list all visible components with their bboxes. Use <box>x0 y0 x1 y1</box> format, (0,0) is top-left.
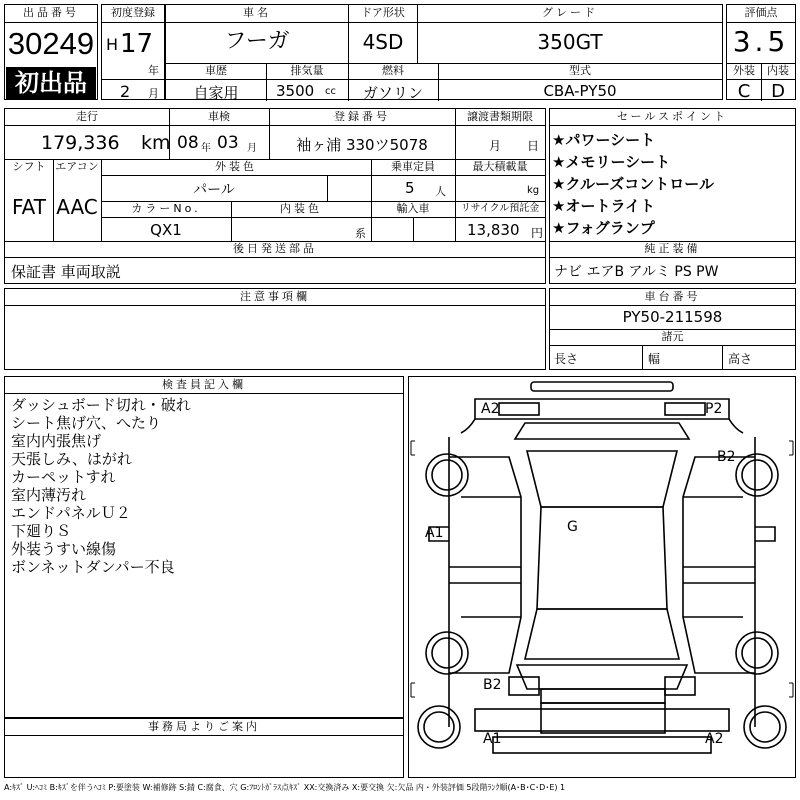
recycle-value: 13,830 <box>467 221 520 239</box>
score-label: 評価点 <box>744 6 778 19</box>
selling-points-block <box>549 108 796 284</box>
selling-points-label: セールスポイント <box>616 110 728 123</box>
mileage-value: 179,336 <box>41 132 120 154</box>
model-label: 型式 <box>569 64 591 77</box>
selling-point-item: ★クルーズコントロール <box>552 175 714 193</box>
score-value: 3.5 <box>732 25 790 58</box>
grade-label: グレード <box>542 6 598 19</box>
length-label: 長さ <box>554 352 579 366</box>
interior-color-label: 内装色 <box>280 202 322 215</box>
interior-color-suffix: 系 <box>355 227 366 240</box>
inspection-year: 08 <box>177 133 199 153</box>
inspector-note: ダッシュボード切れ・破れ <box>11 396 191 414</box>
mileage-unit: km <box>141 132 171 154</box>
lot-label: 出品番号 <box>23 6 79 19</box>
displacement-unit: cc <box>325 86 336 97</box>
inspector-note: 天張しみ、はがれ <box>11 450 132 468</box>
width-label: 幅 <box>648 352 661 366</box>
damage-legend: A:ｷｽﾞ U:ﾍｺﾐ B:ｷｽﾞを伴うﾍｺﾐ P:要塗装 W:補修跡 S:錆 C:腐食、穴 G:ﾌﾛﾝﾄｶﾞﾗｽ点ｷｽﾞ XX:交換済み X:要交換 欠:欠品 内・外装評価 5段階ﾗﾝｸ順(A･B･C･D･E) 1 <box>4 783 566 792</box>
office-block <box>4 718 404 778</box>
interior-label: 内装 <box>767 64 789 77</box>
door-label: ドア形状 <box>361 6 405 19</box>
inspector-note: カーペットすれ <box>11 468 116 486</box>
office-label: 事務局よりご案内 <box>148 720 260 733</box>
recycle-unit: 円 <box>531 226 544 240</box>
inspector-note: 外装うすい線傷 <box>11 540 117 558</box>
mark-b2-right: B2 <box>717 449 736 465</box>
load-unit: kg <box>527 185 540 196</box>
selling-point-item: ★フォグランプ <box>552 219 655 237</box>
car-diagram <box>408 376 796 778</box>
fuel-label: 燃料 <box>382 64 404 77</box>
shift-label: シフト <box>12 160 46 173</box>
interior-grade: D <box>771 81 785 102</box>
model-value: CBA-PY50 <box>543 82 617 100</box>
lot-cell <box>4 4 98 100</box>
mark-a1-left: A1 <box>425 525 444 541</box>
door-value: 4SD <box>362 30 404 54</box>
import-label: 輸入車 <box>396 202 430 215</box>
exterior-label: 外装 <box>733 64 755 77</box>
load-label: 最大積載量 <box>472 160 528 173</box>
inspector-note: 室内薄汚れ <box>11 486 87 504</box>
ac-label: エアコン <box>55 160 99 173</box>
color-no-value: QX1 <box>150 221 182 239</box>
color-no-label: カラーNo. <box>131 202 201 215</box>
inspector-note: ボンネットダンパー不良 <box>11 558 175 576</box>
selling-point-item: ★メモリーシート <box>552 153 671 171</box>
recycle-label: リサイクル預託金 <box>460 203 540 214</box>
transfer-label: 譲渡書類期限 <box>467 110 533 123</box>
plate-value: 袖ヶ浦 330ツ5078 <box>296 136 428 154</box>
score-cell <box>726 4 796 100</box>
mark-a1-bottom: A1 <box>483 731 502 747</box>
car-name-label: 車名 <box>243 6 271 19</box>
month-unit: 月 <box>148 87 159 100</box>
inspector-note: 室内内張焦げ <box>11 432 102 450</box>
fuel-value: ガソリン <box>362 84 423 102</box>
inspection-label: 車検 <box>208 110 230 123</box>
seats-label: 乗車定員 <box>391 160 435 173</box>
mark-p2-top: P2 <box>705 401 723 417</box>
first-reg-label: 初度登録 <box>111 6 155 19</box>
first-reg-month: 2 <box>120 82 131 101</box>
displacement-value: 3500 <box>276 82 315 100</box>
shift-value: FAT <box>11 195 46 219</box>
car-info-block <box>165 4 723 100</box>
chassis-block <box>549 288 796 370</box>
ac-value: AAC <box>56 195 98 219</box>
first-registration-cell <box>101 4 165 100</box>
history-value: 自家用 <box>193 84 239 102</box>
inspector-note: エンドパネルＵ２ <box>11 504 131 522</box>
inspection-month: 03 <box>217 133 239 153</box>
mark-g-center: G <box>567 519 578 535</box>
displacement-label: 排気量 <box>290 64 324 77</box>
transfer-day: 日 <box>527 139 540 153</box>
later-parts-label: 後日発送部品 <box>233 242 317 255</box>
exterior-grade: C <box>737 81 751 102</box>
era: H <box>106 35 119 54</box>
chassis-label: 車台番号 <box>644 290 701 303</box>
inspection-month-unit: 月 <box>247 143 257 154</box>
color-value: パール <box>193 182 235 198</box>
history-label: 車歴 <box>205 64 227 77</box>
equipment-value: ナビ エアB アルミ PS PW <box>554 264 719 280</box>
first-listing-badge: 初出品 <box>6 67 96 99</box>
inspector-label: 検査員記入欄 <box>162 378 246 391</box>
color-label: 外装色 <box>215 160 257 173</box>
details-block <box>4 108 546 284</box>
mileage-label: 走行 <box>76 110 98 123</box>
notes-block <box>4 288 546 370</box>
seats-value: 5 <box>405 179 415 197</box>
height-label: 高さ <box>728 352 753 366</box>
car-outline-drawing <box>409 377 795 777</box>
year-unit: 年 <box>148 64 159 77</box>
chassis-value: PY50-211598 <box>622 308 723 326</box>
notes-label: 注意事項欄 <box>240 290 310 303</box>
inspector-block <box>4 376 404 718</box>
car-name: フーガ <box>224 29 290 54</box>
mark-a2-bottom: A2 <box>705 731 724 747</box>
inspector-note: シート焦げ穴、へたり <box>11 414 162 432</box>
selling-point-item: ★パワーシート <box>552 131 656 149</box>
inspector-note: 下廻りＳ <box>11 522 72 540</box>
mark-a2-top: A2 <box>481 401 500 417</box>
equipment-label: 純正装備 <box>644 242 701 255</box>
seats-unit: 人 <box>435 185 446 198</box>
lot-number: 30249 <box>7 26 95 61</box>
later-parts-value: 保証書 車両取説 <box>11 263 121 281</box>
plate-label: 登録番号 <box>334 110 390 123</box>
transfer-month: 月 <box>489 139 502 153</box>
selling-point-item: ★オートライト <box>552 197 655 215</box>
spec-label: 諸元 <box>661 330 684 343</box>
inspection-year-unit: 年 <box>201 143 211 154</box>
grade-value: 350GT <box>537 30 603 54</box>
mark-b2-bottom: B2 <box>483 677 502 693</box>
first-reg-year: 17 <box>120 29 154 59</box>
